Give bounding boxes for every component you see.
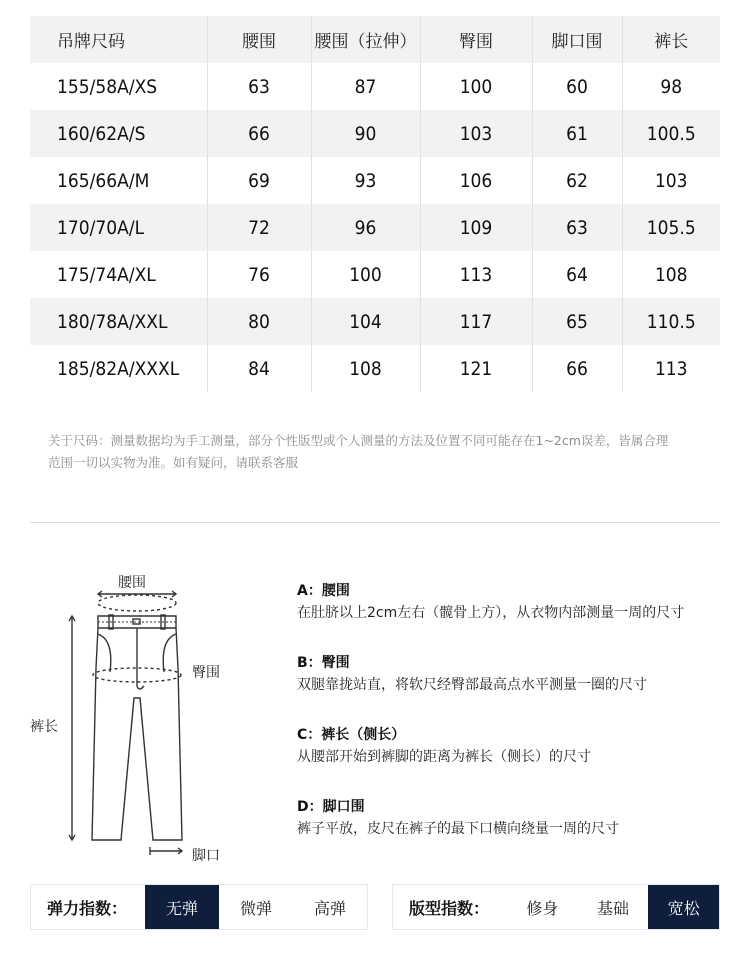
cell-waist: 72 [207, 204, 311, 251]
cell-hem: 60 [532, 63, 622, 110]
cell-hem: 63 [532, 204, 622, 251]
definition-text: 在肚脐以上2cm左右（髋骨上方），从衣物内部测量一周的尺寸 [297, 605, 685, 621]
definition-title: D：脚口围 [297, 799, 365, 815]
cell-waist-stretch: 87 [311, 63, 420, 110]
header-waist: 腰围 [207, 16, 311, 63]
elasticity-index-bar [30, 884, 368, 930]
size-table [30, 16, 720, 392]
definition-title: B：臀围 [297, 655, 350, 671]
hip-label: 臀围 [192, 665, 220, 681]
size-note [48, 430, 728, 474]
cell-waist-stretch: 96 [311, 204, 420, 251]
measurement-definitions [297, 580, 737, 868]
table-row [30, 63, 720, 110]
table-header-row [30, 16, 720, 63]
cell-size: 185/82A/XXXL [57, 357, 180, 380]
fit-option: 基础 [597, 898, 630, 918]
definition-length [297, 724, 737, 768]
elasticity-option: 微弹 [239, 898, 272, 918]
elasticity-title: 弹力指数： [47, 898, 128, 918]
cell-length: 108 [622, 251, 720, 298]
definition-hem [297, 796, 737, 840]
cell-waist: 69 [207, 157, 311, 204]
definition-title: A：腰围 [297, 583, 350, 599]
pants-measurement-diagram [26, 568, 266, 868]
fit-index-bar [392, 884, 720, 930]
header-waist-stretch: 腰围（拉伸） [311, 16, 420, 63]
length-label: 裤长 [30, 719, 58, 735]
cell-hip: 121 [420, 345, 532, 392]
cell-size: 175/74A/XL [57, 263, 156, 286]
cell-waist: 80 [207, 298, 311, 345]
cell-waist-stretch: 93 [311, 157, 420, 204]
table-row [30, 345, 720, 392]
fit-title: 版型指数： [409, 898, 490, 918]
elasticity-option: 无弹 [145, 885, 219, 929]
pants-outline-icon [26, 568, 266, 868]
cell-waist: 66 [207, 110, 311, 157]
cell-length: 105.5 [622, 204, 720, 251]
cell-size: 165/66A/M [57, 169, 150, 192]
waist-label: 腰围 [118, 575, 146, 591]
cell-hip: 106 [420, 157, 532, 204]
definition-waist [297, 580, 737, 624]
table-row [30, 157, 720, 204]
definition-text: 从腰部开始到裤脚的距离为裤长（侧长）的尺寸 [297, 749, 591, 765]
cell-length: 110.5 [622, 298, 720, 345]
cell-hip: 117 [420, 298, 532, 345]
cell-waist-stretch: 108 [311, 345, 420, 392]
cell-hip: 103 [420, 110, 532, 157]
cell-hem: 65 [532, 298, 622, 345]
fit-option: 修身 [526, 898, 559, 918]
table-row [30, 251, 720, 298]
header-hip: 臀围 [420, 16, 532, 63]
cell-size: 160/62A/S [57, 122, 146, 145]
cell-hip: 109 [420, 204, 532, 251]
definition-title: C：裤长（侧长） [297, 727, 406, 743]
hem-label: 脚口 [192, 848, 220, 864]
table-row [30, 298, 720, 345]
table-row [30, 110, 720, 157]
header-hem: 脚口围 [532, 16, 622, 63]
definition-text: 裤子平放，皮尺在裤子的最下口横向绕量一周的尺寸 [297, 821, 619, 837]
header-length: 裤长 [622, 16, 720, 63]
definition-hip [297, 652, 737, 696]
cell-hip: 113 [420, 251, 532, 298]
cell-length: 98 [622, 63, 720, 110]
elasticity-option: 高弹 [313, 898, 346, 918]
cell-length: 113 [622, 345, 720, 392]
cell-waist-stretch: 100 [311, 251, 420, 298]
cell-length: 103 [622, 157, 720, 204]
cell-size: 180/78A/XXL [57, 310, 168, 333]
cell-waist-stretch: 104 [311, 298, 420, 345]
definition-text: 双腿靠拢站直，将软尺经臀部最高点水平测量一圈的尺寸 [297, 677, 647, 693]
table-row [30, 204, 720, 251]
cell-waist: 63 [207, 63, 311, 110]
cell-hem: 64 [532, 251, 622, 298]
size-note-line-2: 范围一切以实物为准。如有疑问，请联系客服 [48, 455, 299, 470]
cell-hip: 100 [420, 63, 532, 110]
header-tag-size: 吊牌尺码 [57, 32, 125, 52]
section-divider [30, 522, 720, 523]
cell-hem: 61 [532, 110, 622, 157]
cell-hem: 66 [532, 345, 622, 392]
cell-size: 155/58A/XS [57, 75, 158, 98]
size-note-line-1: 关于尺码：测量数据均为手工测量，部分个性版型或个人测量的方法及位置不同可能存在1~2cm误差，皆属合理 [48, 433, 669, 448]
cell-waist: 76 [207, 251, 311, 298]
cell-hem: 62 [532, 157, 622, 204]
fit-option: 宽松 [648, 885, 719, 929]
cell-length: 100.5 [622, 110, 720, 157]
cell-size: 170/70A/L [57, 216, 145, 239]
cell-waist-stretch: 90 [311, 110, 420, 157]
cell-waist: 84 [207, 345, 311, 392]
